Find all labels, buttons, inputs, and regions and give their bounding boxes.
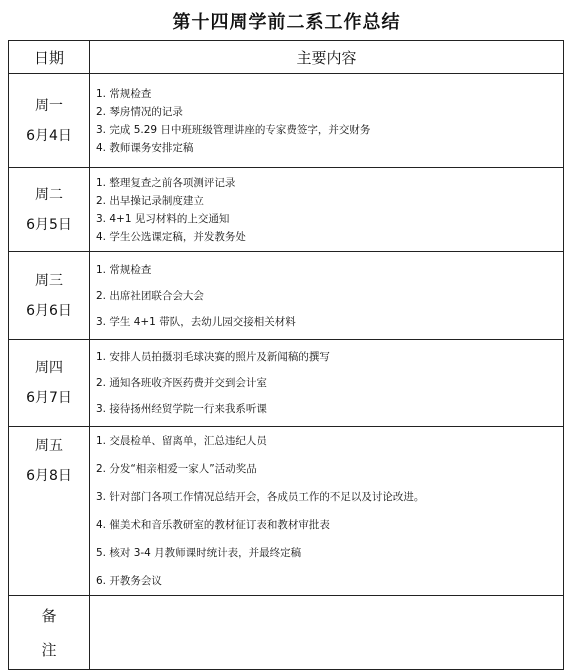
list-item: 2. 琴房情况的记录 [96,105,183,118]
remark-row [9,596,564,670]
table-header-row [9,41,564,74]
list-item: 3. 完成 5.29 日中班班级管理讲座的专家费签字，并交财务 [96,123,371,136]
list-item: 1. 常规检查 [96,263,152,276]
header-date: 日期 [9,41,90,74]
content-cell [90,427,564,596]
list-item: 3. 针对部门各项工作情况总结开会，各成员工作的不足以及讨论改进。 [96,491,425,503]
remark-label-cell [9,596,90,670]
table-row [9,340,564,427]
list-item: 4. 教师课务安排定稿 [96,141,194,154]
header-content: 主要内容 [90,41,564,74]
list-item: 1. 交晨检单、留离单，汇总违纪人员 [96,435,267,447]
weekday-label: 周五 [35,438,63,454]
table-row [9,252,564,340]
remark-label-line2: 注 [41,640,57,659]
list-item: 1. 安排人员拍摄羽毛球决赛的照片及新闻稿的撰写 [96,351,330,363]
date-label: 6月8日 [26,468,72,484]
list-item: 2. 通知各班收齐医药费并交到会计室 [96,377,267,389]
remark-label-line1: 备 [41,606,57,625]
summary-table [8,40,564,670]
page-title: 第十四周学前二系工作总结 [172,12,401,33]
content-cell [90,340,564,427]
weekday-label: 周四 [35,360,63,376]
remark-content-cell [90,596,564,670]
content-cell [90,74,564,168]
list-item: 4. 学生公选课定稿，并发教务处 [96,230,246,243]
day-cell [9,252,90,340]
date-label: 6月5日 [26,216,72,233]
weekday-label: 周三 [35,272,63,289]
date-label: 6月7日 [26,390,72,406]
table-row [9,74,564,168]
table-row [9,168,564,252]
day-cell [9,340,90,427]
list-item: 1. 常规检查 [96,87,152,100]
content-cell [90,252,564,340]
date-label: 6月6日 [26,302,72,319]
list-item: 1. 整理复查之前各项测评记录 [96,176,236,189]
day-cell [9,427,90,596]
list-item: 3. 4+1 见习材料的上交通知 [96,212,230,225]
list-item: 4. 催美术和音乐教研室的教材征订表和教材审批表 [96,519,330,531]
content-cell [90,168,564,252]
list-item: 3. 学生 4+1 带队，去幼儿园交接相关材料 [96,315,296,328]
day-cell [9,74,90,168]
list-item: 5. 核对 3-4 月教师课时统计表，并最终定稿 [96,547,302,559]
list-item: 2. 出席社团联合会大会 [96,289,204,302]
day-cell [9,168,90,252]
list-item: 2. 出早操记录制度建立 [96,194,204,207]
list-item: 2. 分发“相亲相爱一家人”活动奖品 [96,463,257,475]
list-item: 3. 接待扬州经贸学院一行来我系听课 [96,403,267,415]
table-row [9,427,564,596]
weekday-label: 周二 [35,186,63,203]
date-label: 6月4日 [26,127,72,144]
list-item: 6. 开教务会议 [96,575,162,587]
weekday-label: 周一 [35,97,63,114]
